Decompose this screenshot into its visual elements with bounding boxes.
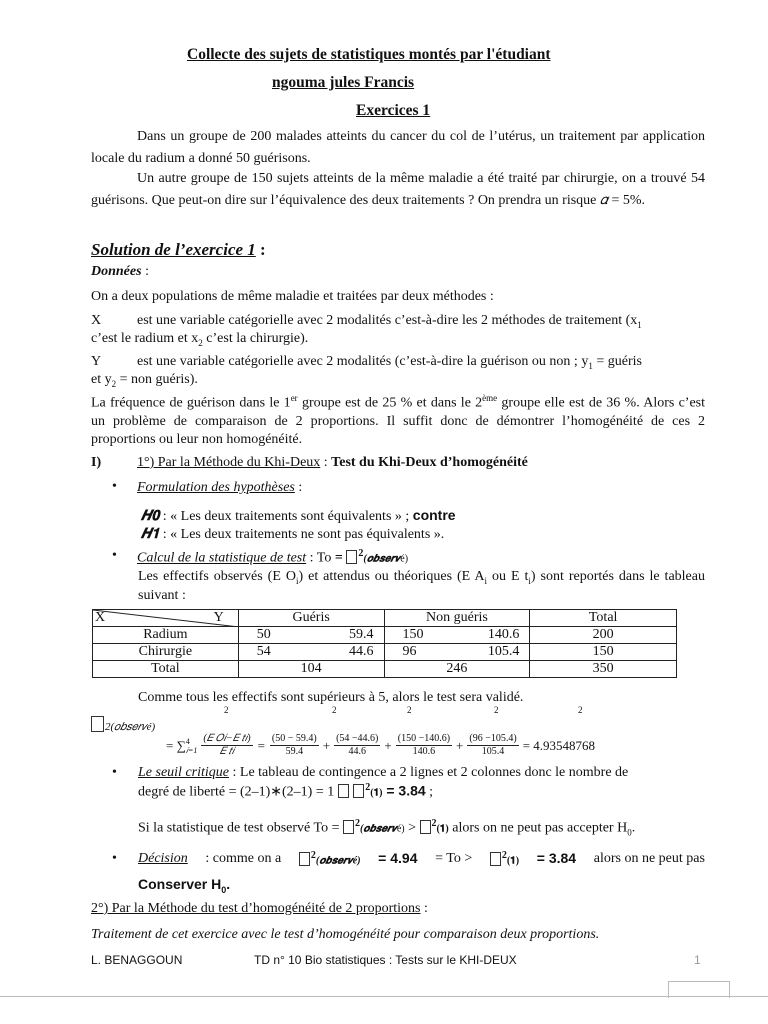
y-description: est une variable catégorielle avec 2 modalités (c’est-à-dire la guérison ou non ; $y_1$ = guéris [137, 354, 642, 371]
exercise-paragraph-2: Un autre groupe de 150 sujets atteints de la même maladie a été traité par chirurgie, on a trouvé 54 guérisons. Que peut-on dire sur l’équivalence des deux traitements ? On prendra un risque 𝛼 = 5%. [91, 171, 705, 209]
corner-y-label: Y [213, 610, 224, 625]
bullet-icon: • [112, 765, 117, 780]
chi-observed-lhs: 2(𝑜𝑏𝑠𝑒𝑟𝑣é) [91, 716, 155, 736]
cell-gueris: 50 59.4 [238, 627, 384, 644]
cell-total: 200 [530, 627, 677, 644]
seuil-paragraph: Le seuil critique : Le tableau de contingence a 2 lignes et 2 colonnes donc le nombre de [138, 765, 629, 780]
fraction-term-2: $\frac{(54 -44.6)}{44.6}$ [336, 733, 379, 757]
page-corner-tab [668, 981, 730, 998]
cell-non-gueris: 96 105.4 [384, 644, 530, 661]
x-description: est une variable catégorielle avec 2 modalités c’est-à-dire les 2 méthodes de traitement ($x_1$ [137, 313, 642, 330]
header-non-gueris: Non guéris [384, 610, 530, 627]
chi-symbol-icon [353, 784, 364, 798]
method2-heading: 2°) Par la Méthode du test d’homogénéité de 2 proportions : [91, 901, 428, 916]
h0-hypothesis: 𝑯𝟎 : « Les deux traitements sont équivalents » ; contre [141, 507, 456, 524]
exponent-label: 2 [407, 705, 412, 715]
corner-x-label: X [95, 610, 106, 625]
document-title-line1: Collecte des sujets de statistiques montés par l'étudiant [187, 46, 551, 63]
fraction-term-3: $\frac{(150 -140.6)}{140.6}$ [397, 733, 451, 757]
validity-statement: Comme tous les effectifs sont supérieurs à 5, alors le test sera validé. [138, 690, 524, 705]
rejection-rule: Si la statistique de test observé To = $^2$(𝒐𝒃𝒔𝒆𝒓𝒗é) > $^2$(𝟏) alors on ne peut pas accepter $H_0$. [138, 818, 636, 838]
h1-hypothesis: 𝑯𝟏 : « Les deux traitements ne sont pas équivalents ». [141, 527, 445, 542]
fraction-term-1: $\frac{(50 - 59.4)}{59.4}$ [271, 733, 317, 757]
y-description-cont: et $y_2$ = non guéris). [91, 372, 198, 389]
hypotheses-heading: Formulation des hypothèses : [137, 480, 303, 495]
exponent-label: 2 [578, 705, 583, 715]
row-label: Chirurgie [93, 644, 239, 661]
formula-result: = 4.93548768 [522, 737, 596, 753]
cell-gueris: 54 44.6 [238, 644, 384, 661]
bullet-icon: • [112, 479, 117, 494]
total-total: 350 [530, 661, 677, 678]
table-corner-cell [93, 610, 239, 627]
exponent-label: 2 [494, 705, 499, 715]
footer-author: L. BENAGGOUN [91, 953, 183, 967]
contingency-table [92, 609, 677, 678]
decision-line: Décision : comme on a $^2$(𝒐𝒃𝒔𝒆𝒓𝒗é) = 4.94 = To > $^2$(𝟏) = 3.84 alors on ne peut pas [138, 850, 705, 867]
effectifs-paragraph: Les effectifs observés (E $O_i$) et attendus ou théoriques (E $A_i$ ou E $t_i$) sont reportés dans le tableau suivant : [138, 569, 705, 604]
donnees-label: Données : [91, 264, 149, 279]
row-label: Total [93, 661, 239, 678]
page-divider [0, 996, 768, 997]
cell-total: 150 [530, 644, 677, 661]
row-label: Radium [93, 627, 239, 644]
fraction-term-4: $\frac{(96 -105.4)}{105.4}$ [469, 733, 517, 757]
decision-conclusion: Conserver $H_0$. [138, 876, 231, 895]
method2-description: Traitement de cet exercice avec le test d’homogénéité pour comparaison deux proportions. [91, 927, 600, 942]
method1-heading: 1°) Par la Méthode du Khi-Deux : Test du Khi-Deux d’homogénéité [137, 455, 528, 470]
calc-heading: Calcul de la statistique de test : To = $^2$(𝒐𝒃𝒔𝒆𝒓𝒗é) [137, 548, 409, 566]
table-header-row [93, 610, 677, 627]
frequency-paragraph: La fréquence de guérison dans le 1er groupe est de 25 % et dans le 2ème groupe elle est de 36 %. Alors c’est un problème de comparaison de 2 proportions. Il suffit donc de démontrer l’homogénéité de ces 2 proportions ou leur non homogénéité. [91, 393, 705, 448]
exponent-label: 2 [332, 705, 337, 715]
exponent-label: 2 [224, 705, 229, 715]
fraction-general: $\frac{\text{(𝐸 𝑂𝑖−𝐸 𝑡𝑖)}}{\text{𝐸 𝑡𝑖}}$ [203, 733, 251, 757]
header-gueris: Guéris [238, 610, 384, 627]
page-number: 1 [694, 953, 701, 967]
seuil-value-line: degré de liberté = (2–1)∗(2–1) = 1 $^2$(𝟏) = 3.84 ; [138, 782, 434, 800]
x-description-cont: c’est le radium et $x_2$ c’est la chirurgie). [91, 331, 309, 348]
chi-symbol-icon [420, 820, 431, 834]
chi-symbol-icon [343, 820, 354, 834]
x-variable: X [91, 313, 102, 328]
solution-heading: Solution de l’exercice 1 : [91, 240, 266, 259]
bullet-icon: • [112, 548, 117, 563]
total-non-gueris: 246 [384, 661, 530, 678]
total-gueris: 104 [238, 661, 384, 678]
y-variable: Y [91, 354, 102, 369]
chi-square-formula: = ∑ 4 𝑖=1 $\frac{\text{(𝐸 𝑂𝑖−𝐸 𝑡𝑖)}}{\text{𝐸 𝑡𝑖}}$ = $\frac{(50 - 59.4)}{59.4}$ + $\frac{(54 -44.6)}{44.6}$ + $\frac{(150 -140.6)}{140.6}$ + $\frac{(96 -105.4)}{105.4}$ = 4.93548768 [166, 733, 596, 757]
footer-course: TD n° 10 Bio statistiques : Tests sur le KHI-DEUX [254, 953, 517, 967]
chi-symbol-icon [490, 852, 501, 866]
table-row [93, 644, 677, 661]
chi-symbol-icon [91, 716, 104, 732]
cell-non-gueris: 150 140.6 [384, 627, 530, 644]
exercise-title: Exercices 1 [356, 102, 431, 119]
section-roman-numeral: I) [91, 455, 102, 470]
intro-line: On a deux populations de même maladie et traitées par deux méthodes : [91, 289, 494, 304]
table-row [93, 627, 677, 644]
bullet-icon: • [112, 851, 117, 866]
chi-symbol-icon [346, 550, 357, 564]
table-total-row [93, 661, 677, 678]
chi-symbol-icon [299, 852, 310, 866]
exercise-paragraph-1: Dans un groupe de 200 malades atteints du cancer du col de l’utérus, un traitement par application locale du radium a donné 50 guérisons. [91, 129, 705, 166]
arrow-placeholder-icon [338, 784, 349, 798]
header-total: Total [530, 610, 677, 627]
document-title-line2: ngouma jules Francis [272, 74, 415, 91]
